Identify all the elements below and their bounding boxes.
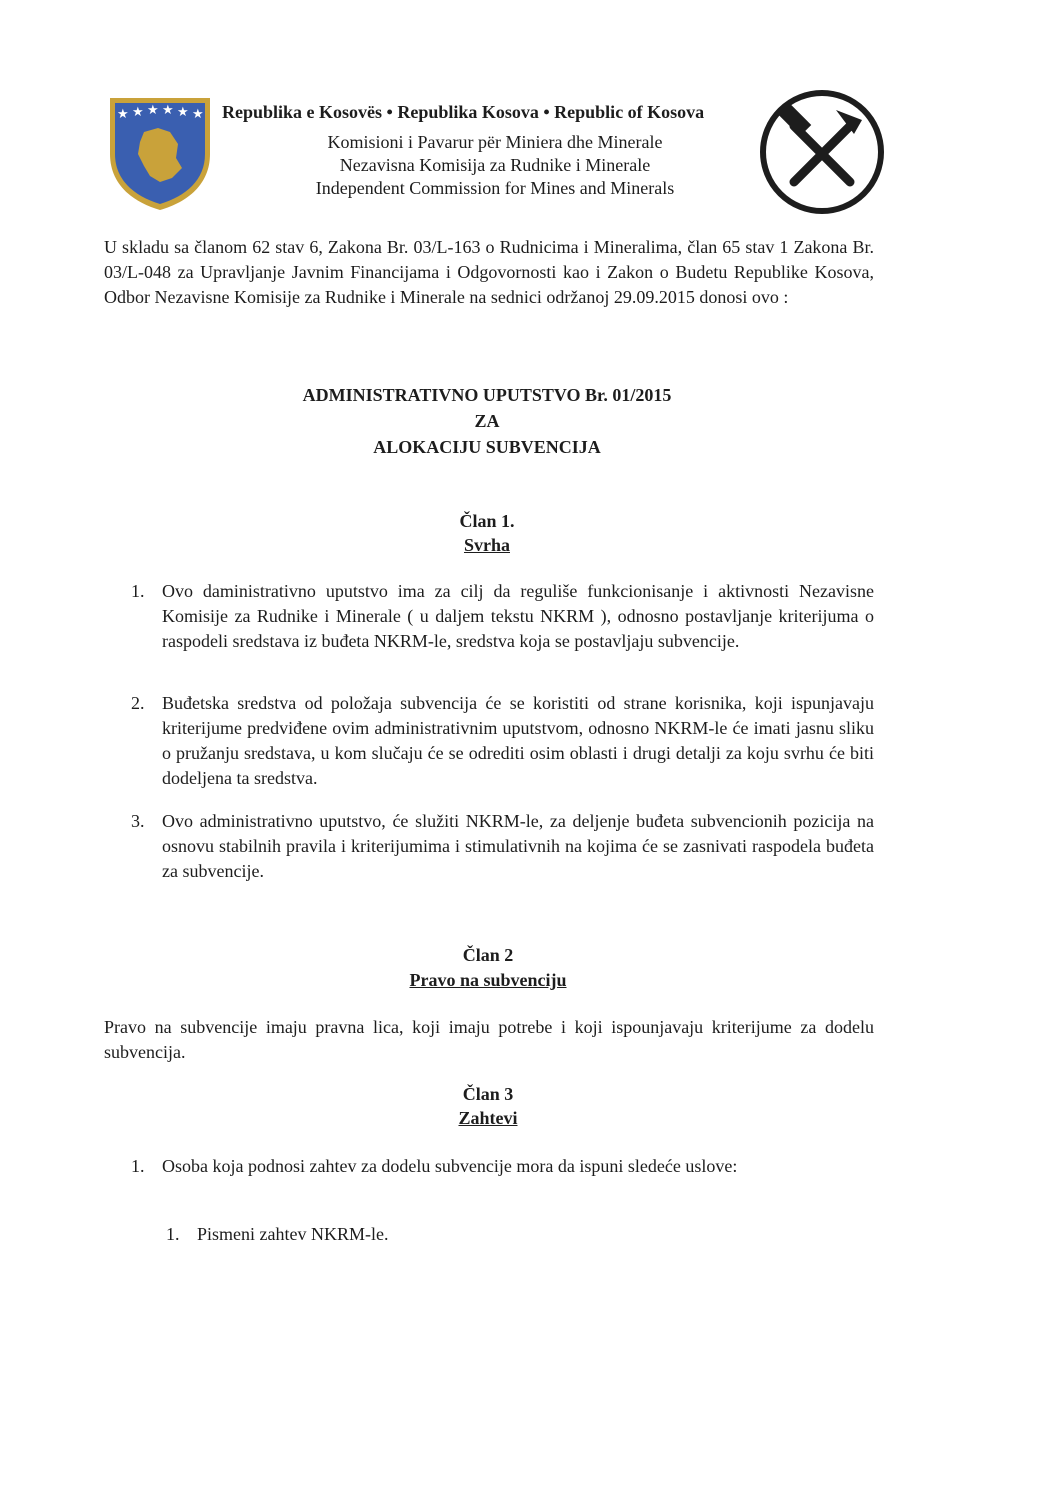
article-3-subheading: Zahtevi — [458, 1108, 518, 1128]
article-2-subheading: Pravo na subvenciju — [409, 970, 567, 990]
article-3-heading: Član 3 — [462, 1084, 514, 1104]
svg-text:★: ★ — [192, 107, 204, 122]
article-1-subheading: Svrha — [463, 535, 510, 555]
list-item-text: Osoba koja podnosi zahtev za dodelu subvencije mora da ispuni sledeće uslove: — [162, 1156, 738, 1176]
article-1-heading: Član 1. — [459, 511, 515, 531]
article-1-item-3 — [131, 809, 874, 884]
document-title: ADMINISTRATIVNO UPUTSTVO Br. 01/2015 — [302, 385, 672, 405]
article-3-subitem-1 — [166, 1222, 874, 1247]
article-3-item-1 — [131, 1154, 874, 1179]
list-number: 1. — [131, 1156, 145, 1176]
list-number: 3. — [131, 811, 145, 831]
hammer-and-pick-logo-icon — [758, 88, 886, 216]
article-1-item-1 — [131, 579, 874, 654]
document-title-za: ZA — [474, 411, 500, 431]
list-number: 2. — [131, 693, 145, 713]
svg-text:★: ★ — [162, 103, 174, 118]
list-item-text: Ovo daministrativno uputstvo ima za cilj da reguliše funkcionisanje i aktivnosti Nezavisne Komisije za Rudnike i Minerale ( u daljem tekstu NKRM ), odnosno postavljanje kriterijuma o raspodeli sredstava iz buđeta NKRM-le, sredstva koja se postavljaju subvencije. — [162, 581, 874, 651]
svg-text:★: ★ — [177, 105, 189, 120]
header-albanian-name: Komisioni i Pavarur për Miniera dhe Minerale — [327, 132, 663, 152]
article-2-paragraph: Pravo na subvencije imaju pravna lica, koji imaju potrebe i koji ispounjavaju kriterijume za dodelu subvencija. — [104, 1017, 874, 1062]
article-2-heading: Član 2 — [462, 945, 514, 965]
list-number: 1. — [166, 1224, 180, 1244]
list-number: 1. — [131, 581, 145, 601]
list-item-text: Ovo administrativno uputstvo, će služiti NKRM-le, za deljenje buđeta subvencionih pozicija na osnovu stabilnih pravila i kriterijumima i stimulativnih na kojima će se zasnivati raspodela buđeta za subvencije. — [162, 811, 874, 881]
svg-text:★: ★ — [147, 103, 159, 118]
svg-text:★: ★ — [132, 105, 144, 120]
intro-paragraph: U skladu sa članom 62 stav 6, Zakona Br. 03/L-163 o Rudnicima i Mineralima, član 65 stav 1 Zakona Br. 03/L-048 za Upravljanje Javnim Financijama i Odgovornosti kao i Zakon o Budetu Republike Kosova, Odbor Nezavisne Komisije za Rudnike i Minerale na sednici održanoj 29.09.2015 donosi ovo : — [104, 237, 874, 307]
list-item-text: Pismeni zahtev NKRM-le. — [197, 1224, 389, 1244]
document-title-subject: ALOKACIJU SUBVENCIJA — [373, 437, 601, 457]
header-country-line: Republika e Kosovës • Republika Kosova • Republic of Kosova — [222, 102, 705, 122]
header-english-name: Independent Commission for Mines and Minerals — [315, 178, 675, 198]
svg-text:★: ★ — [117, 107, 129, 122]
article-1-item-2 — [131, 691, 874, 791]
header-serbian-name: Nezavisna Komisija za Rudnike i Minerale — [339, 155, 651, 175]
kosovo-coat-of-arms-icon — [104, 92, 216, 214]
list-item-text: Buđetska sredstva od položaja subvencija će se koristiti od strane korisnika, koji ispunjavaju kriterijume predviđene ovim administrativnim uputstvom, odnosno NKRM-le će imati jasnu sliku o pružanju sredstava, u kom slučaju će se odrediti osim oblasti i drugi detalji za koju svrhu će biti dodeljena ta sredstva. — [162, 693, 874, 788]
